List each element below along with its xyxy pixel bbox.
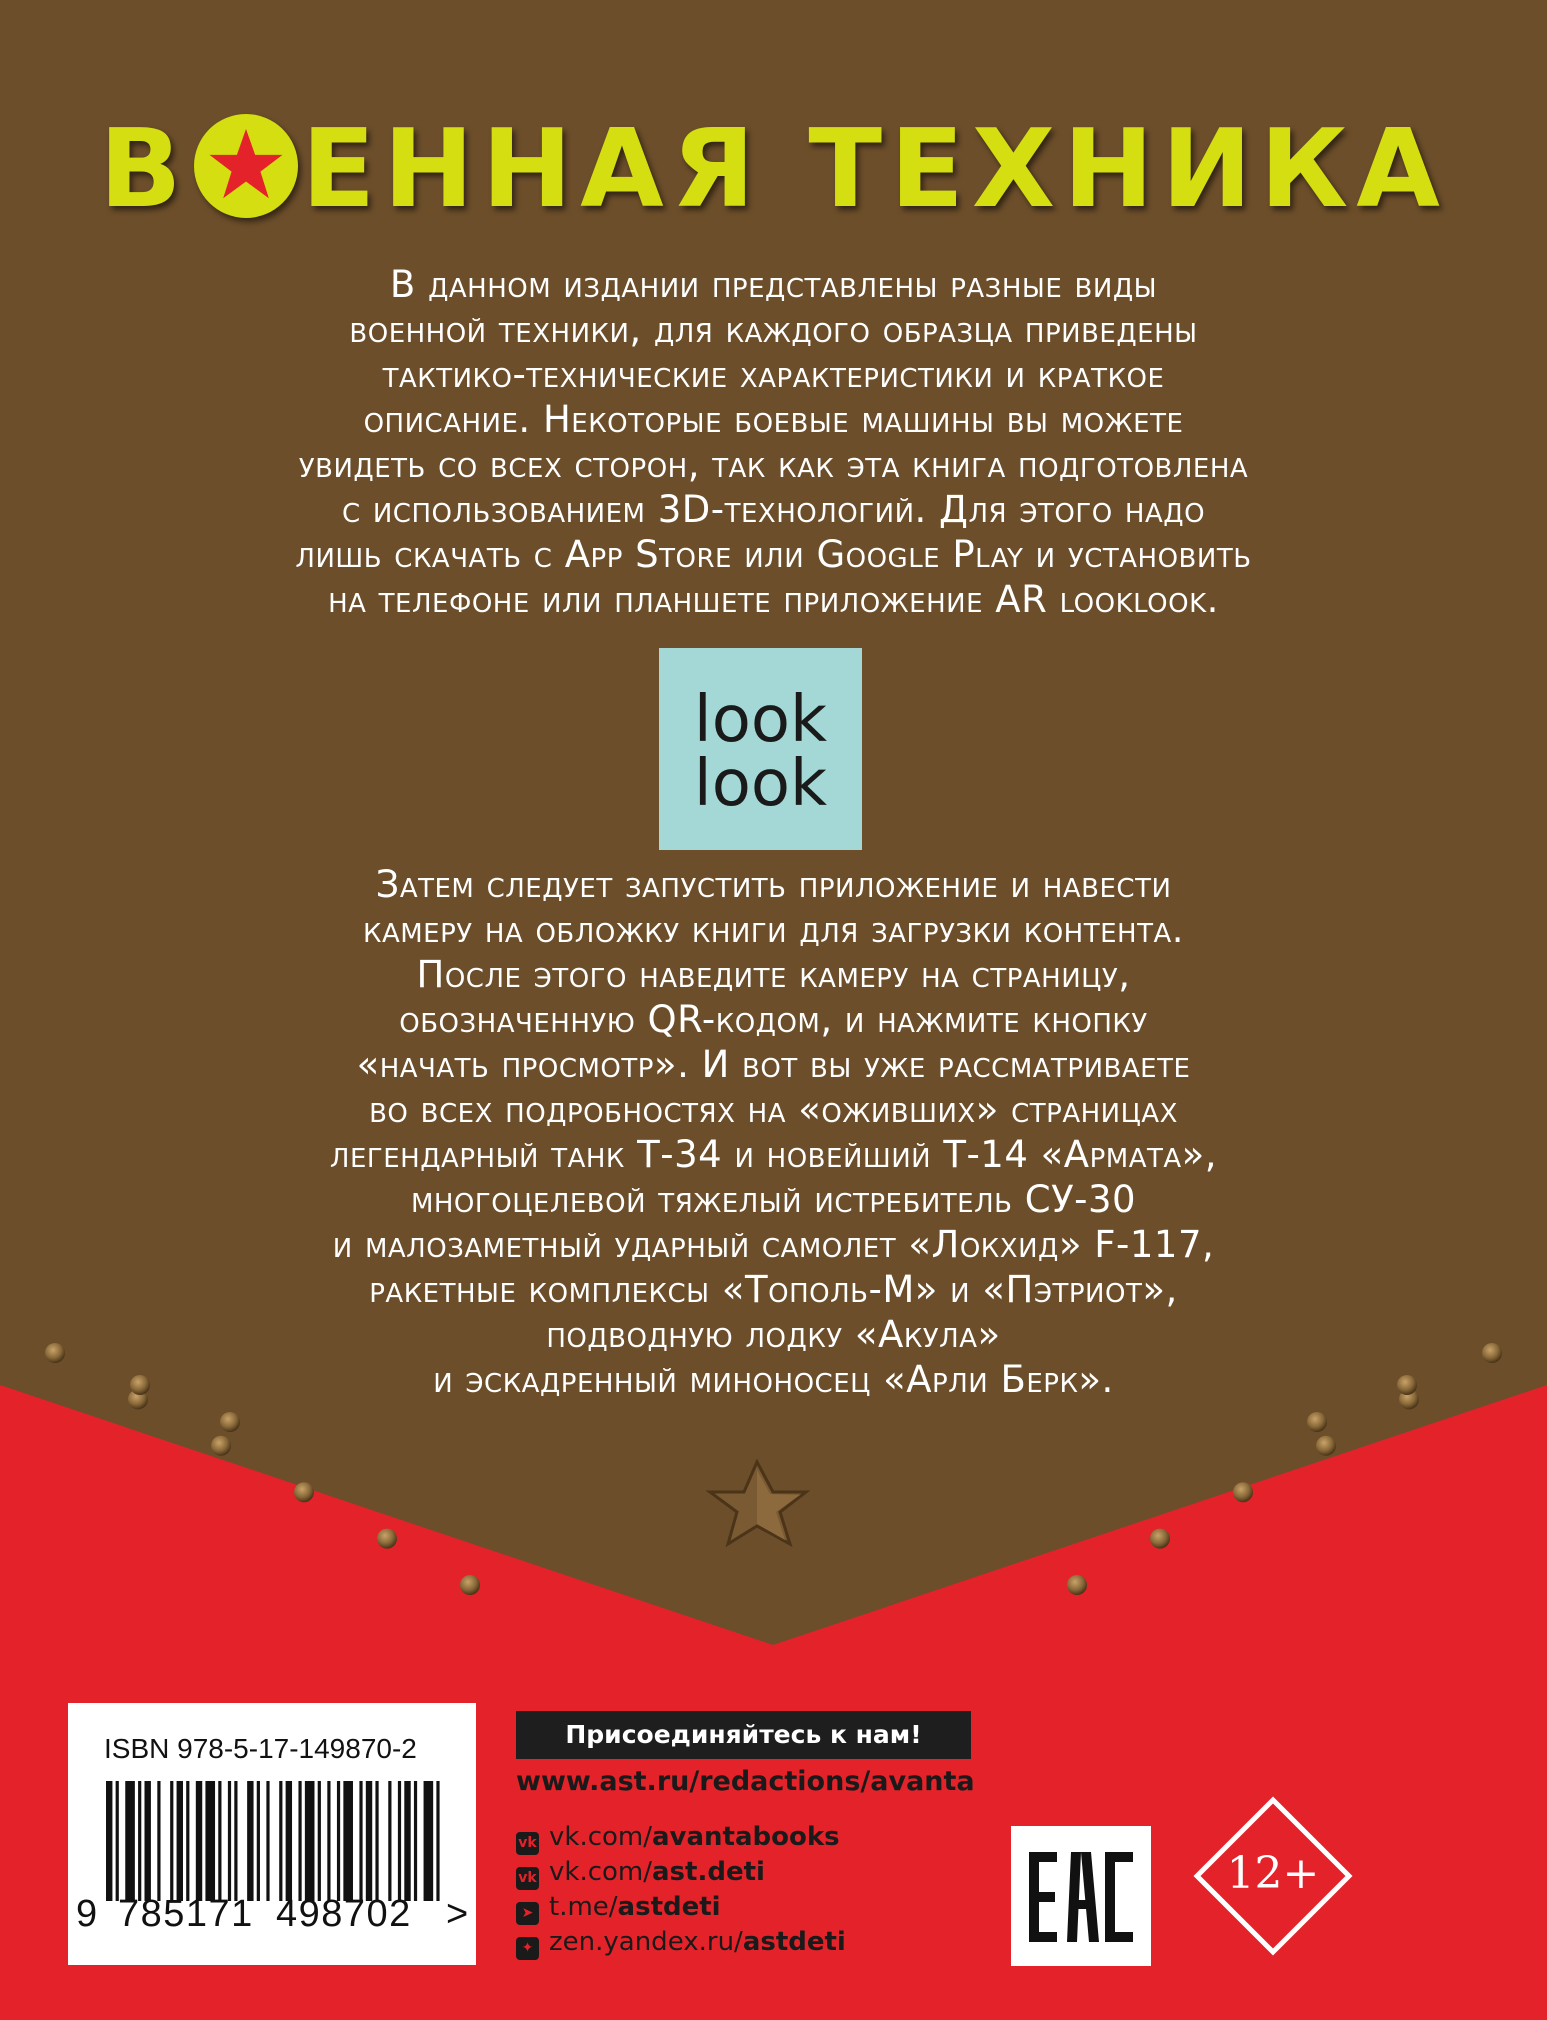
social-handle: astdeti — [617, 1892, 721, 1922]
rivet-icon — [1233, 1482, 1253, 1502]
barcode — [106, 1781, 446, 1901]
text-line: многоцелевой тяжелый истребитель СУ-30 — [410, 1178, 1137, 1221]
zen-icon: ✦ — [516, 1937, 539, 1960]
text-line: и эскадренный миноносец «Арли Берк». — [433, 1358, 1114, 1401]
social-link-zen[interactable] — [516, 1925, 976, 1959]
rivet-icon — [1067, 1575, 1087, 1595]
rivet-icon — [45, 1343, 65, 1363]
text-line: ракетные комплексы «Тополь-М» и «Пэтриот», — [369, 1268, 1178, 1311]
description-paragraph — [100, 262, 1447, 622]
barcode-bar — [144, 1781, 150, 1901]
logo-line-2: look — [693, 747, 828, 821]
title-letter-v: В — [99, 107, 190, 232]
barcode-digit-first: 9 — [76, 1893, 99, 1935]
telegram-icon: ➤ — [516, 1902, 539, 1925]
barcode-digits-group-2: 498702 — [276, 1893, 412, 1935]
barcode-bar — [106, 1781, 112, 1901]
rivet-icon — [1482, 1343, 1502, 1363]
instructions-paragraph — [100, 862, 1447, 1402]
barcode-bar — [286, 1781, 292, 1901]
social-prefix: zen.yandex.ru/ — [549, 1927, 743, 1957]
barcode-bar — [205, 1781, 215, 1901]
social-prefix: t.me/ — [549, 1892, 618, 1922]
isbn-label: ISBN 978-5-17-149870-2 — [104, 1733, 417, 1764]
barcode-bar — [404, 1781, 410, 1901]
title-rest: ЕННАЯ ТЕХНИКА — [301, 107, 1448, 232]
barcode-bar — [436, 1781, 439, 1901]
text-line: «начать просмотр». И вот вы уже рассматриваете — [356, 1043, 1191, 1086]
vk-icon: vk — [516, 1832, 539, 1855]
barcode-bar — [157, 1781, 160, 1901]
barcode-bar — [337, 1781, 340, 1901]
rivet-icon — [460, 1575, 480, 1595]
cover-title — [0, 100, 1547, 240]
text-line: тактико-технические характеристики и краткое — [382, 353, 1165, 396]
vk-icon: vk — [516, 1867, 539, 1890]
eac-mark-icon — [1011, 1826, 1151, 1966]
barcode-bar — [116, 1781, 119, 1901]
barcode-arrow: > — [446, 1893, 470, 1935]
join-us-banner: Присоединяйтесь к нам! — [516, 1711, 971, 1759]
rivet-icon — [377, 1529, 397, 1549]
barcode-bar — [279, 1781, 282, 1901]
text-line: Затем следует запустить приложение и навести — [375, 863, 1172, 906]
barcode-bar — [177, 1781, 183, 1901]
social-link-vk-avantabooks[interactable] — [516, 1820, 976, 1854]
social-handle: avantabooks — [652, 1822, 840, 1852]
rivet-icon — [220, 1412, 240, 1432]
barcode-bar — [366, 1781, 372, 1901]
barcode-bar — [125, 1781, 135, 1901]
barcode-bar — [359, 1781, 362, 1901]
barcode-bar — [375, 1781, 378, 1901]
text-line: лишь скачать с App Store или Google Play и установить — [295, 533, 1252, 576]
looklook-logo — [659, 648, 862, 850]
barcode-bar — [388, 1781, 391, 1901]
age-rating-label: 12+ — [1226, 1848, 1320, 1899]
text-line: камеру на обложку книги для загрузки контента. — [362, 908, 1185, 951]
text-line: подводную лодку «Акула» — [546, 1313, 1001, 1356]
barcode-bar — [343, 1781, 353, 1901]
barcode-bar — [228, 1781, 231, 1901]
barcode-bar — [138, 1781, 141, 1901]
barcode-bar — [424, 1781, 434, 1901]
text-line: и малозаметный ударный самолет «Локхид» F-117, — [332, 1223, 1215, 1266]
barcode-bar — [186, 1781, 189, 1901]
barcode-bar — [196, 1781, 202, 1901]
social-handle: astdeti — [742, 1927, 846, 1957]
logo-line-1: look — [693, 683, 828, 757]
rivet-icon — [1307, 1412, 1327, 1432]
barcode-bar — [170, 1781, 173, 1901]
rivet-icon — [294, 1482, 314, 1502]
social-handle: ast.deti — [652, 1857, 765, 1887]
barcode-bar — [247, 1781, 253, 1901]
barcode-bar — [218, 1781, 221, 1901]
rivet-icon — [1316, 1436, 1336, 1456]
text-line: на телефоне или планшете приложение AR looklook. — [328, 578, 1219, 621]
age-rating-badge — [1193, 1796, 1353, 1956]
rivet-icon — [1150, 1529, 1170, 1549]
barcode-bar — [327, 1781, 330, 1901]
social-link-vk-astdeti[interactable] — [516, 1855, 976, 1889]
rivet-icon — [211, 1436, 231, 1456]
text-line: с использованием 3D-технологий. Для этого надо — [341, 488, 1206, 531]
barcode-bar — [257, 1781, 260, 1901]
social-link-telegram[interactable] — [516, 1890, 976, 1924]
barcode-bar — [414, 1781, 417, 1901]
barcode-bar — [398, 1781, 401, 1901]
barcode-bar — [318, 1781, 321, 1901]
text-line: В данном издании представлены разные виды — [389, 263, 1158, 306]
text-line: описание. Некоторые боевые машины вы можете — [363, 398, 1184, 441]
barcode-bar — [305, 1781, 315, 1901]
isbn-barcode-block — [68, 1703, 476, 1965]
text-line: во всех подробностях на «оживших» страницах — [369, 1088, 1178, 1131]
text-line: военной техники, для каждого образца приведены — [349, 308, 1198, 351]
text-line: легендарный танк Т-34 и новейший Т-14 «Армата», — [329, 1133, 1218, 1176]
publisher-site-link[interactable]: www.ast.ru/redactions/avanta — [516, 1766, 975, 1797]
social-prefix: vk.com/ — [549, 1857, 652, 1887]
barcode-digits-group-1: 785171 — [118, 1893, 254, 1935]
text-line: увидеть со всех сторон, так как эта книга подготовлена — [298, 443, 1249, 486]
social-prefix: vk.com/ — [549, 1822, 652, 1852]
text-line: обозначенную QR-кодом, и нажмите кнопку — [399, 998, 1148, 1041]
red-star-icon — [194, 114, 298, 218]
barcode-bar — [298, 1781, 301, 1901]
text-line: После этого наведите камеру на страницу, — [416, 953, 1131, 996]
barcode-bar — [266, 1781, 269, 1901]
barcode-bar — [234, 1781, 237, 1901]
